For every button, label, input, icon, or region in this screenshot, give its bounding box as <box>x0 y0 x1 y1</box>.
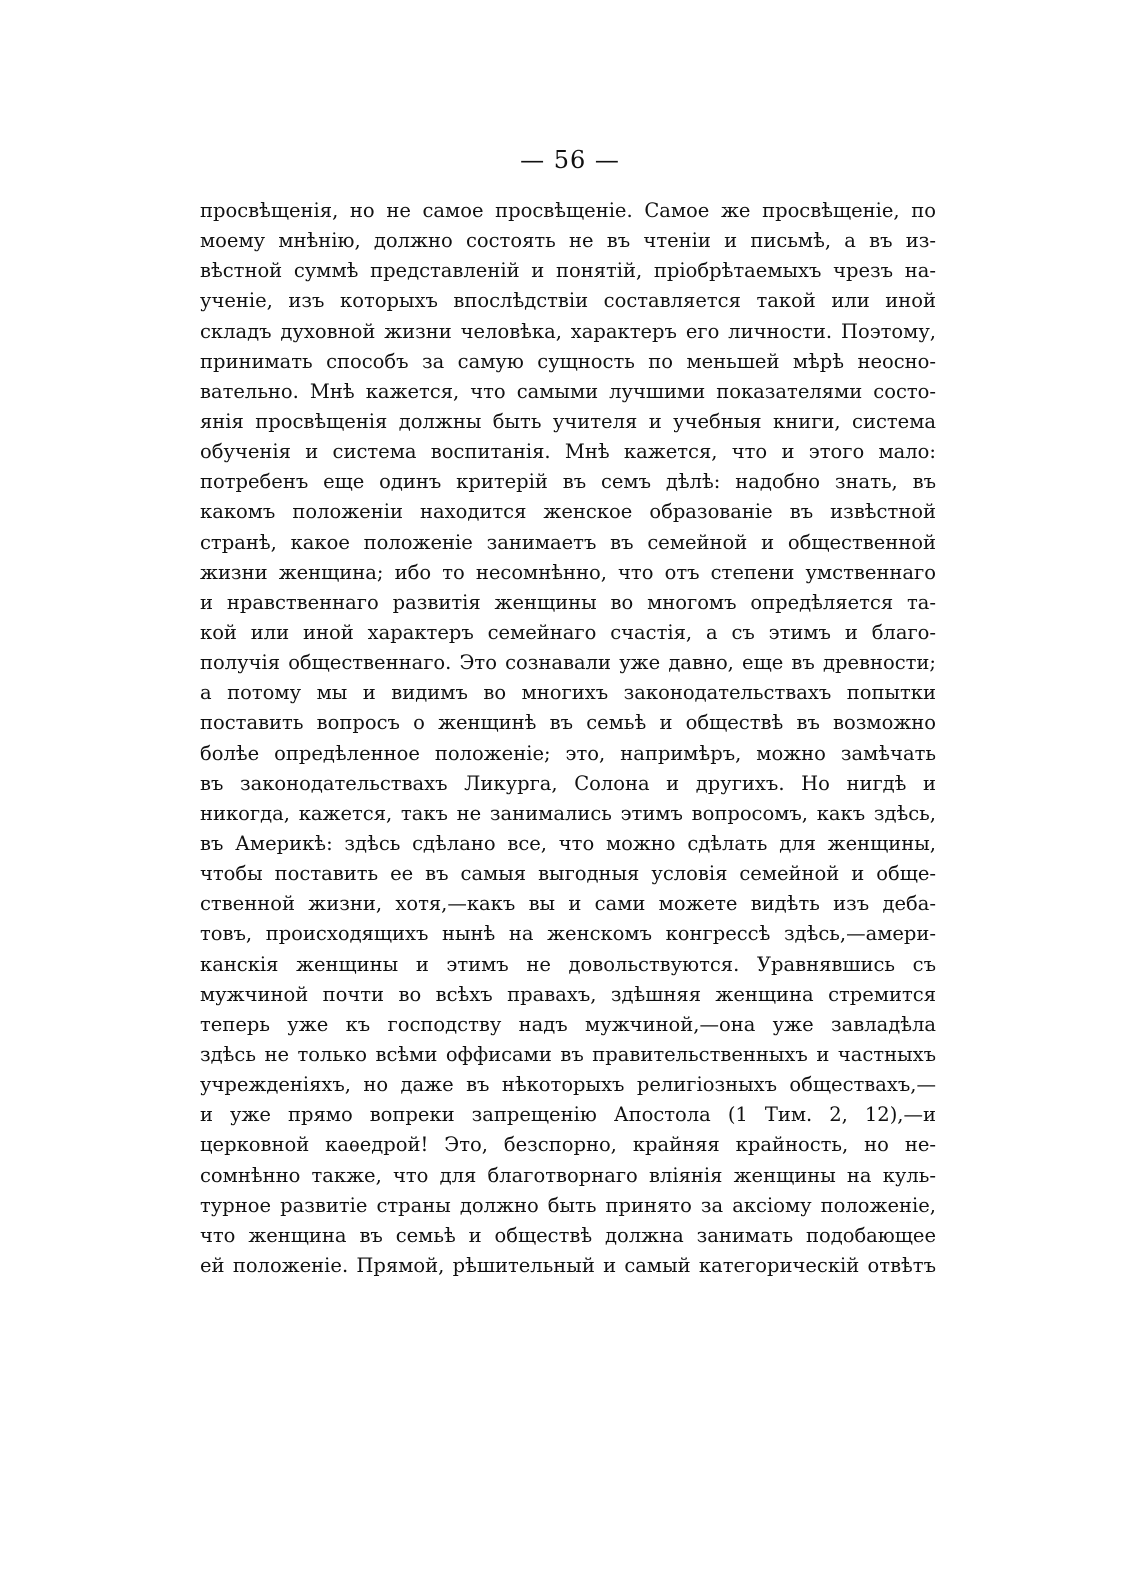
text-line: теперь уже къ господству надъ мужчиной,—она уже завладѣла <box>200 1012 936 1036</box>
text-line: моему мнѣнію, должно состоять не въ чтеніи и письмѣ, а въ из- <box>200 229 936 253</box>
text-line: а потому мы и видимъ во многихъ законодательствахъ попытки <box>200 681 936 705</box>
text-line: и уже прямо вопреки запрещенію Апостола (1 Тим. 2, 12),—и <box>200 1103 936 1127</box>
text-line: жизни женщина; ибо то несомнѣнно, что отъ степени умственнаго <box>200 560 936 584</box>
text-line: церковной каѳедрой! Это, безспорно, крайняя крайность, но не- <box>200 1133 936 1157</box>
text-line: ственной жизни, хотя,—какъ вы и сами можете видѣть изъ деба- <box>200 892 936 916</box>
text-line: вательно. Мнѣ кажется, что самыми лучшими показателями состо- <box>200 379 936 403</box>
text-line: учрежденіяхъ, но даже въ нѣкоторыхъ религіозныхъ обществахъ,— <box>200 1073 936 1097</box>
text-line: потребенъ еще одинъ критерій въ семъ дѣлѣ: надобно знать, въ <box>200 470 936 494</box>
text-line: просвѣщенія, но не самое просвѣщеніе. Самое же просвѣщеніе, по <box>200 199 936 222</box>
page-number: — 56 — <box>520 146 620 174</box>
text-line: принимать способъ за самую сущность по меньшей мѣрѣ неосно- <box>200 349 936 373</box>
text-line: въ Америкѣ: здѣсь сдѣлано все, что можно сдѣлать для женщины, <box>200 831 936 855</box>
text-line: товъ, происходящихъ нынѣ на женскомъ конгрессѣ здѣсь,—амери- <box>200 922 936 946</box>
text-line: никогда, кажется, такъ не занимались этимъ вопросомъ, какъ здѣсь, <box>200 801 936 825</box>
text-line: и нравственнаго развитія женщины во многомъ опредѣляется та- <box>200 590 936 614</box>
text-line: мужчиной почти во всѣхъ правахъ, здѣшняя женщина стремится <box>200 982 936 1006</box>
text-line: складъ духовной жизни человѣка, характеръ его личности. Поэтому, <box>200 319 936 343</box>
text-line: обученія и система воспитанія. Мнѣ кажется, что и этого мало: <box>200 440 936 464</box>
text-line: ей положеніе. Прямой, рѣшительный и самый категорическій отвѣтъ <box>200 1253 936 1277</box>
text-line: кой или иной характеръ семейнаго счастія, а съ этимъ и благо- <box>200 620 936 644</box>
text-line: вѣстной суммѣ представленій и понятій, пріобрѣтаемыхъ чрезъ на- <box>200 259 936 283</box>
text-line: ученіе, изъ которыхъ впослѣдствіи составляется такой или иной <box>200 289 936 313</box>
text-line: поставить вопросъ о женщинѣ въ семьѣ и обществѣ въ возможно <box>200 711 936 735</box>
text-line: сомнѣнно также, что для благотворнаго вліянія женщины на куль- <box>200 1163 936 1187</box>
body-text <box>200 196 936 1281</box>
text-line: чтобы поставить ее въ самыя выгодныя условія семейной и обще- <box>200 862 936 886</box>
text-line: какомъ положеніи находится женское образованіе въ извѣстной <box>200 500 936 524</box>
text-line: канскія женщины и этимъ не довольствуются. Уравнявшись съ <box>200 952 936 976</box>
text-line: турное развитіе страны должно быть принято за аксіому положеніе, <box>200 1193 936 1217</box>
text-line: янія просвѣщенія должны быть учителя и учебныя книги, система <box>200 409 936 433</box>
text-line: получія общественнаго. Это сознавали уже давно, еще въ древности; <box>200 651 936 675</box>
text-line: что женщина въ семьѣ и обществѣ должна занимать подобающее <box>200 1223 936 1247</box>
text-line: здѣсь не только всѣми оффисами въ правительственныхъ и частныхъ <box>200 1042 936 1066</box>
text-line: болѣе опредѣленное положеніе; это, напримѣръ, можно замѣчать <box>200 741 936 765</box>
text-line: въ законодательствахъ Ликурга, Солона и другихъ. Но нигдѣ и <box>200 771 936 795</box>
text-line: странѣ, какое положеніе занимаетъ въ семейной и общественной <box>200 530 936 554</box>
